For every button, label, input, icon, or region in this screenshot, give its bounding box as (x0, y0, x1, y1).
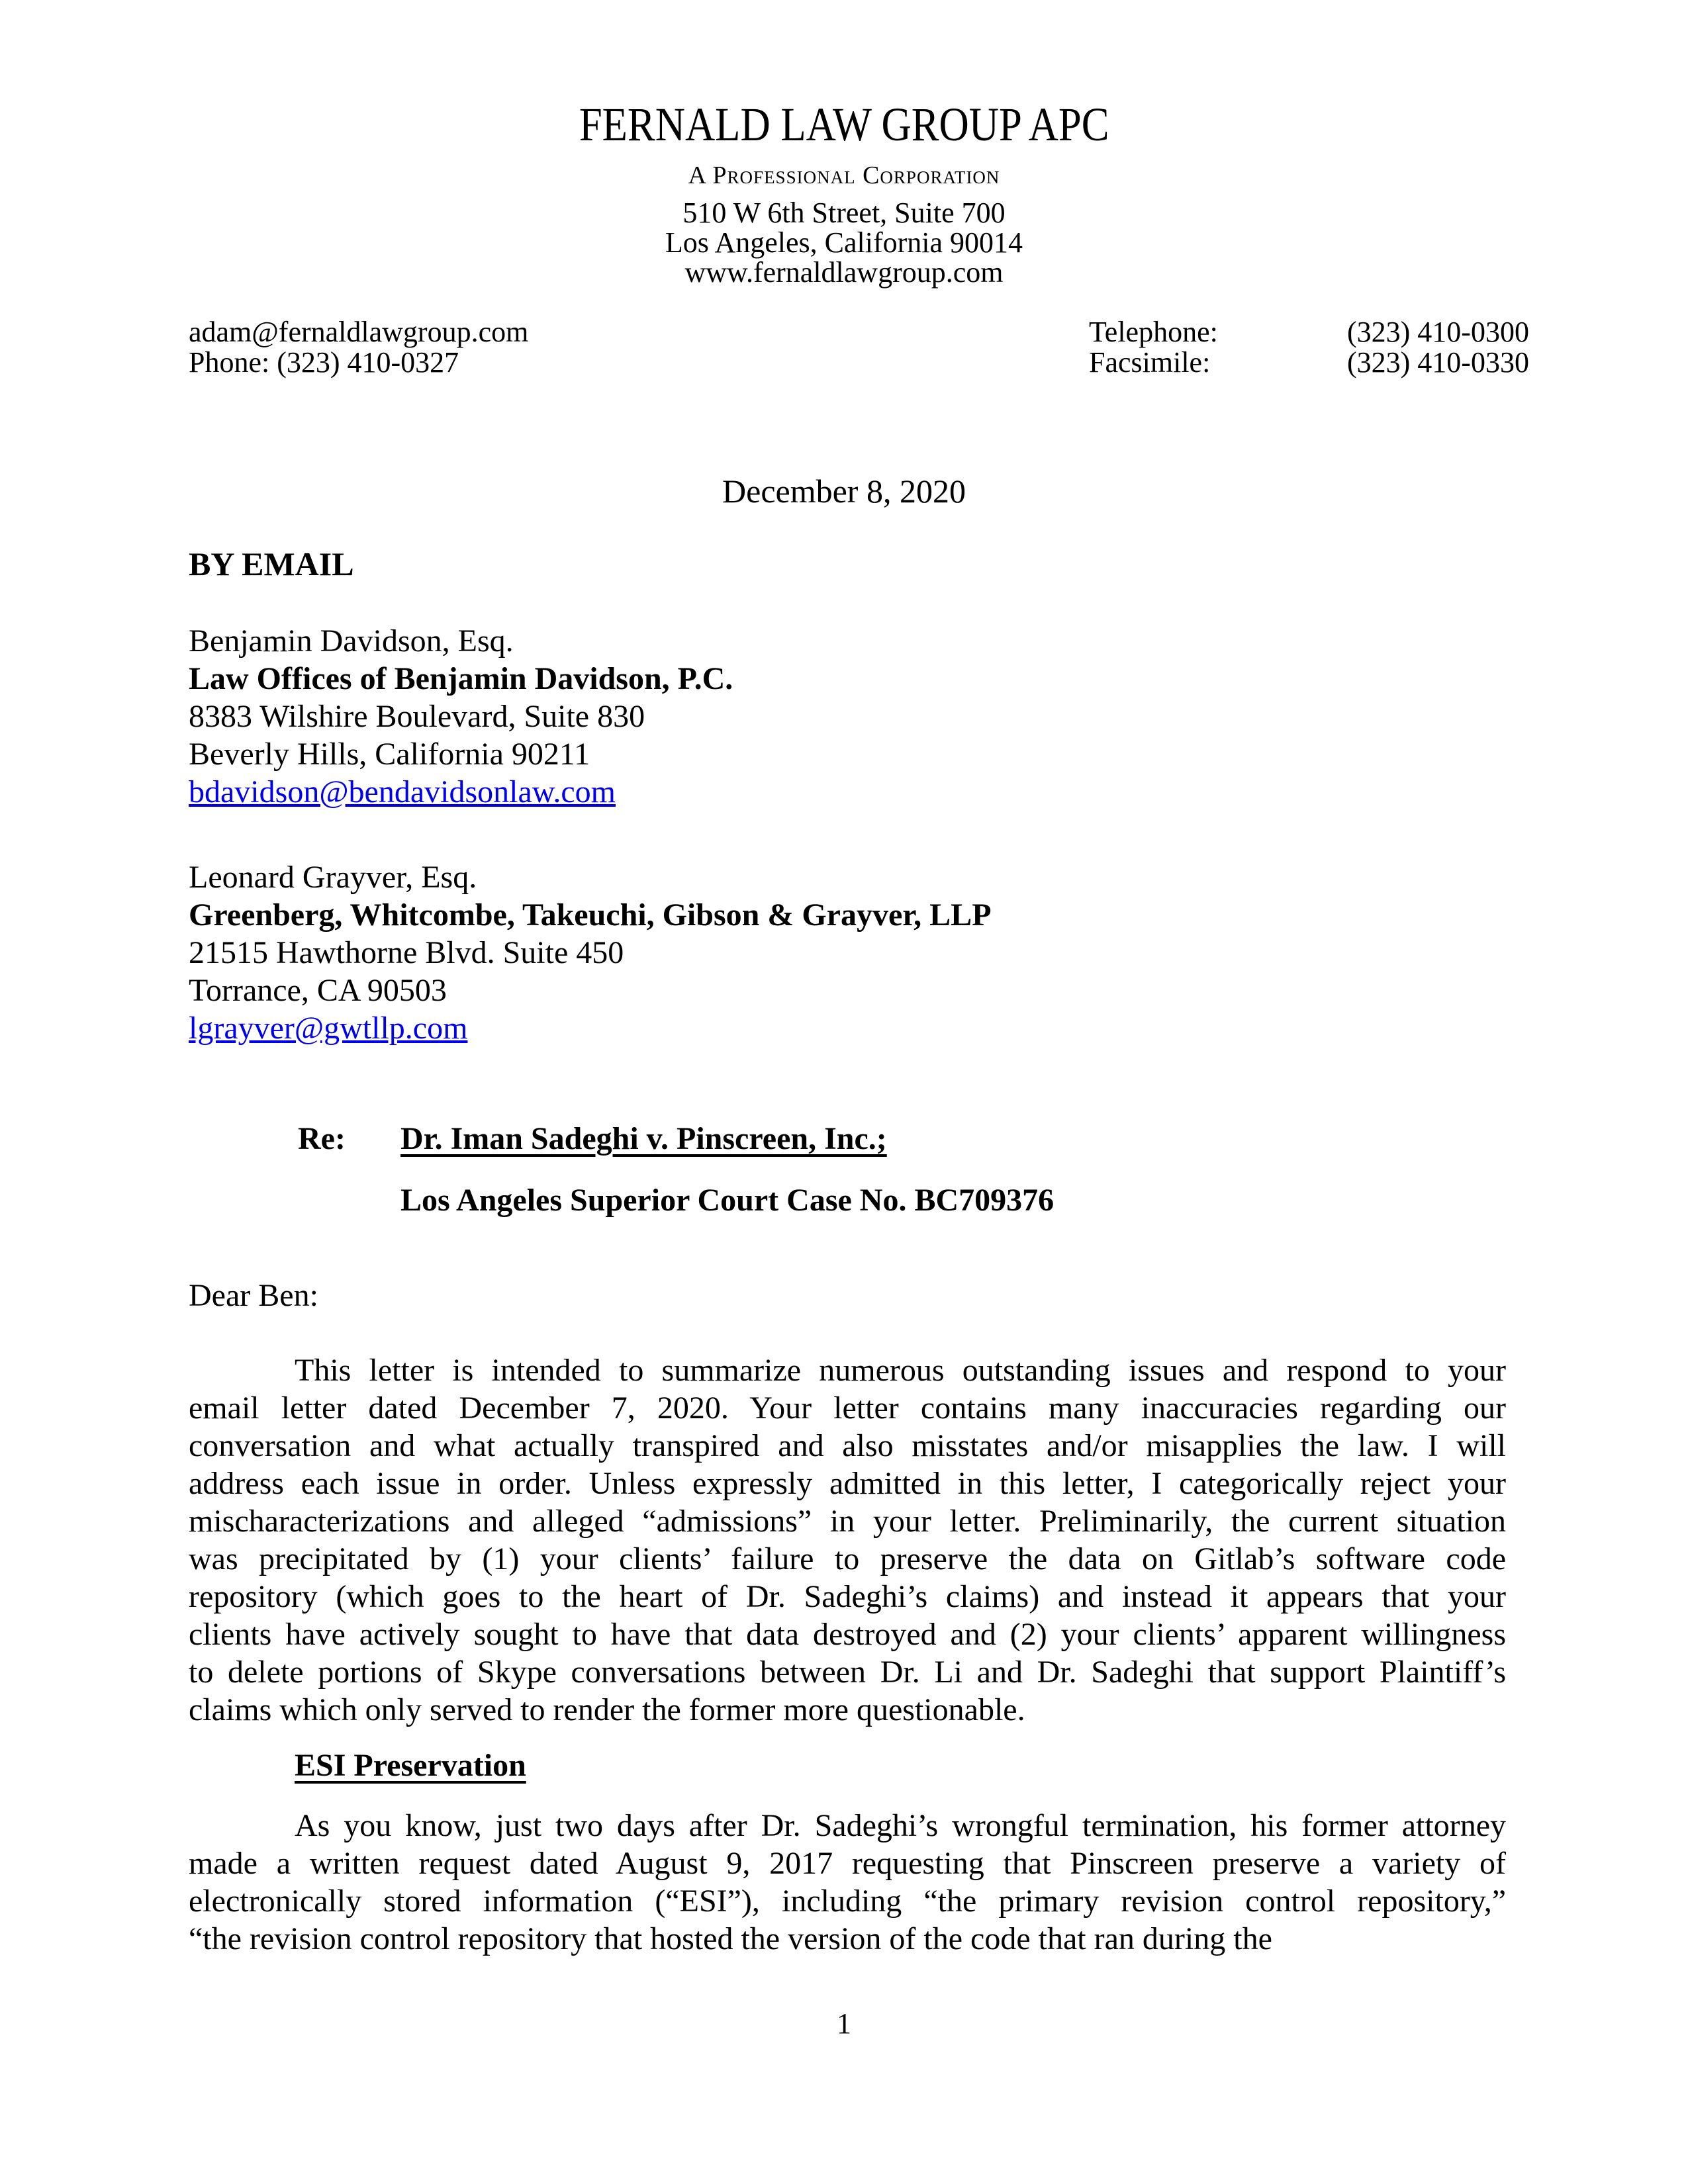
telephone-value: (323) 410-0300 (1347, 316, 1529, 348)
re-label: Re: (298, 1121, 346, 1156)
recipient-block-2 (189, 858, 992, 1047)
recipient-2-email-link[interactable]: lgrayver@gwtllp.com (189, 1011, 468, 1046)
paragraph-line: As you know, just two days after Dr. Sadeghi’s wrongful termination, his former attorney (295, 1808, 1506, 1843)
body-paragraph-2 (189, 1807, 1506, 1958)
recipient-1-firm: Law Offices of Benjamin Davidson, P.C. (189, 661, 733, 696)
facsimile-value: (323) 410-0330 (1347, 346, 1529, 379)
case-name: Dr. Iman Sadeghi v. Pinscreen, Inc.; (400, 1121, 887, 1156)
paragraph-line: made a written request dated August 9, 2017 requesting that Pinscreen preserve a variety of (189, 1846, 1506, 1881)
paragraph-line: electronically stored information (“ESI”), including “the primary revision control repository,” (189, 1884, 1506, 1919)
paragraph-line: was precipitated by (1) your clients’ failure to preserve the data on Gitlab’s software code (189, 1541, 1506, 1576)
firm-website: www.fernaldlawgroup.com (684, 256, 1004, 289)
re-block (189, 1120, 1054, 1219)
recipient-2-address-line-2: Torrance, CA 90503 (189, 973, 447, 1008)
recipient-1-address-line-2: Beverly Hills, California 90211 (189, 737, 590, 772)
letter-date: December 8, 2020 (722, 473, 966, 510)
recipient-block-1 (189, 622, 733, 811)
telephone-label: Telephone: (1089, 316, 1218, 348)
body-paragraph-1 (189, 1351, 1506, 1729)
firm-address-line-2: Los Angeles, California 90014 (665, 226, 1023, 259)
firm-name: FERNALD LAW GROUP APC (579, 98, 1109, 151)
recipient-2-address-line-1: 21515 Hawthorne Blvd. Suite 450 (189, 935, 624, 970)
recipient-1-email-link[interactable]: bdavidson@bendavidsonlaw.com (189, 774, 616, 809)
paragraph-line: repository (which goes to the heart of Dr. Sadeghi’s claims) and instead it appears that your (189, 1579, 1506, 1614)
case-number: Los Angeles Superior Court Case No. BC709376 (400, 1183, 1055, 1218)
recipient-2-firm: Greenberg, Whitcombe, Takeuchi, Gibson & Grayver, LLP (189, 897, 992, 933)
recipient-2-name: Leonard Grayver, Esq. (189, 860, 477, 895)
sender-contact-block (189, 317, 528, 378)
firm-subtitle: A Professional Corporation (688, 161, 1000, 189)
firm-address (0, 198, 1688, 287)
paragraph-line: mischaracterizations and alleged “admissions” in your letter. Preliminarily, the current situation (189, 1504, 1506, 1539)
recipient-1-address-line-1: 8383 Wilshire Boulevard, Suite 830 (189, 699, 645, 734)
section-heading-text: ESI Preservation (295, 1748, 526, 1783)
sender-phone: Phone: (323) 410-0327 (189, 346, 459, 379)
paragraph-line: This letter is intended to summarize numerous outstanding issues and respond to your (295, 1353, 1506, 1388)
firm-contact-block (1089, 317, 1529, 378)
paragraph-line: “the revision control repository that hosted the version of the code that ran during the (189, 1921, 1272, 1956)
facsimile-label: Facsimile: (1089, 346, 1211, 379)
paragraph-line: email letter dated December 7, 2020. Your letter contains many inaccuracies regarding our (189, 1390, 1506, 1426)
salutation: Dear Ben: (189, 1278, 318, 1313)
paragraph-line: to delete portions of Skype conversations between Dr. Li and Dr. Sadeghi that support Plaintiff’s (189, 1655, 1506, 1690)
paragraph-line: clients have actively sought to have that data destroyed and (2) your clients’ apparent willingness (189, 1617, 1506, 1652)
paragraph-line: address each issue in order. Unless expressly admitted in this letter, I categorically reject your (189, 1466, 1506, 1501)
sender-email: adam@fernaldlawgroup.com (189, 316, 529, 348)
paragraph-line: conversation and what actually transpired and also misstates and/or misapplies the law. I will (189, 1428, 1506, 1463)
telephone-row (1089, 317, 1529, 347)
facsimile-row (1089, 347, 1529, 378)
delivery-method: BY EMAIL (189, 545, 354, 582)
firm-address-line-1: 510 W 6th Street, Suite 700 (682, 197, 1006, 229)
section-heading-esi-preservation (295, 1747, 526, 1784)
recipient-1-name: Benjamin Davidson, Esq. (189, 623, 514, 659)
letterhead (0, 98, 1688, 151)
paragraph-line: claims which only served to render the former more questionable. (189, 1692, 1025, 1727)
page-number: 1 (837, 2007, 851, 2040)
